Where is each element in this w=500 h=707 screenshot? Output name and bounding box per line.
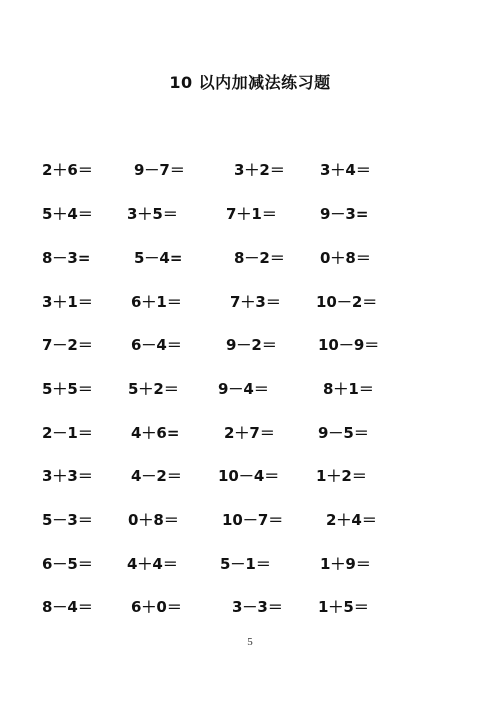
problem-row (0, 549, 500, 579)
problem: 10－7＝ (222, 511, 284, 529)
problem: 1＋5＝ (318, 598, 369, 616)
problem-row (0, 330, 500, 360)
problem: 9－5＝ (318, 424, 369, 442)
problem: 5＋4＝ (42, 205, 93, 223)
problem: 1＋2＝ (316, 467, 367, 485)
problem: 9－2＝ (226, 336, 277, 354)
problem: 6＋1＝ (131, 293, 182, 311)
problem: 6－5＝ (42, 555, 93, 573)
problem-row (0, 199, 500, 229)
problem: 5＋5＝ (42, 380, 93, 398)
problem: 5－1＝ (220, 555, 271, 573)
problem: 2＋4＝ (326, 511, 377, 529)
problem: 7＋1＝ (226, 205, 277, 223)
problem: 0＋8＝ (128, 511, 179, 529)
problem: 5－4= (134, 249, 183, 267)
problem: 3＋3＝ (42, 467, 93, 485)
problem-row (0, 287, 500, 317)
problem: 8－4＝ (42, 598, 93, 616)
page-number: 5 (247, 636, 253, 648)
problem: 6－4＝ (131, 336, 182, 354)
problem: 7－2＝ (42, 336, 93, 354)
problem: 8＋1＝ (323, 380, 374, 398)
problem: 1＋9＝ (320, 555, 371, 573)
problem: 3－3＝ (232, 598, 283, 616)
problem: 10－9＝ (318, 336, 380, 354)
problem: 10－2＝ (316, 293, 378, 311)
problem: 10－4＝ (218, 467, 280, 485)
problem-row (0, 155, 500, 185)
problem: 3＋5＝ (127, 205, 178, 223)
problem-row (0, 592, 500, 622)
problem-row (0, 505, 500, 535)
problem: 8－2＝ (234, 249, 285, 267)
problem-row (0, 243, 500, 273)
page-title: 10 以内加减法练习题 (169, 73, 331, 92)
problem: 2＋6＝ (42, 161, 93, 179)
problem-grid (0, 155, 500, 615)
problem: 2－1＝ (42, 424, 93, 442)
problem: 9－3= (320, 205, 369, 223)
problem: 9－7＝ (134, 161, 185, 179)
problem-row (0, 461, 500, 491)
problem: 8－3= (42, 249, 91, 267)
problem: 5＋2＝ (128, 380, 179, 398)
problem: 9－4＝ (218, 380, 269, 398)
problem-row (0, 374, 500, 404)
problem: 5－3＝ (42, 511, 93, 529)
problem: 6＋0＝ (131, 598, 182, 616)
problem: 4－2＝ (131, 467, 182, 485)
problem: 2＋7＝ (224, 424, 275, 442)
problem-row (0, 418, 500, 448)
problem: 0＋8＝ (320, 249, 371, 267)
problem: 3＋4＝ (320, 161, 371, 179)
problem: 3＋2＝ (234, 161, 285, 179)
problem: 4＋4＝ (127, 555, 178, 573)
problem: 7＋3＝ (230, 293, 281, 311)
problem: 3＋1＝ (42, 293, 93, 311)
problem: 4＋6= (131, 424, 180, 442)
